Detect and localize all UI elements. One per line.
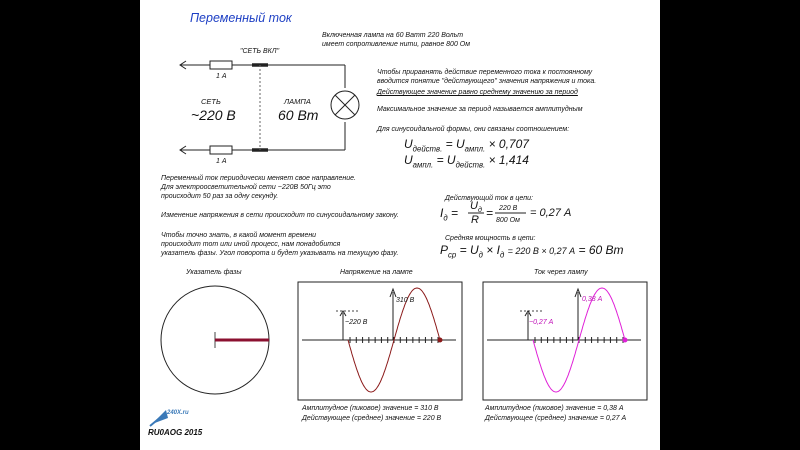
source-label: СЕТЬ <box>201 97 221 106</box>
lamp-label: ЛАМПА <box>284 97 311 106</box>
explanation-rms-intro: Чтобы приравнять действие переменного тока к постоянному вводится понятие "действующего" значения напряжения и тока. <box>377 69 597 85</box>
formula-rms: $U_{действ.} = U_{ампл.} \times 0,707$ <box>404 137 529 154</box>
fuse-bottom-icon <box>210 146 232 154</box>
current-formula-result: = 0,27 А <box>530 207 572 219</box>
current-formula-heading: Действующий ток в цепи: <box>445 195 533 202</box>
explanation-sine-law: Изменение напряжения в сети происходит по синусоидальному закону. <box>161 212 399 219</box>
fuse-top-icon <box>210 61 232 69</box>
current-formula-denominator-value: 800 Ом <box>496 217 520 224</box>
voltage-amplitude-caption: Амплитудное (пиковое) значение = 310 В <box>302 405 439 412</box>
current-rms-label: ~0,27 А <box>529 319 554 326</box>
author-credit: RU0AOG 2015 <box>148 428 203 437</box>
network-switch-label: "СЕТЬ ВКЛ" <box>240 48 280 55</box>
source-value: ~220 В <box>191 107 236 123</box>
current-formula-numerator-value: 220 В <box>499 205 518 212</box>
phase-indicator-label: Указатель фазы <box>186 269 242 276</box>
current-formula-lhs: $I_д$ = <box>440 206 458 223</box>
site-logo-icon <box>150 410 168 426</box>
fuse-bottom-label: 1 А <box>216 158 227 165</box>
explanation-amplitude: Максимальное значение за период называется амплитудным <box>377 106 583 113</box>
fuse-top-label: 1 А <box>216 73 227 80</box>
explanation-alternating: Переменный ток периодически меняет свое направление. Для электроосветительной сети ~220В 50Гц это происходит 50 раз за одну секунду. <box>161 175 356 200</box>
current-phase-dot <box>623 338 628 343</box>
voltage-phase-dot <box>438 338 443 343</box>
power-formula-heading: Средняя мощность в цепи: <box>445 235 536 242</box>
formula-amplitude: $U_{ампл.} = U_{действ.} \times 1,414$ <box>404 153 529 170</box>
voltage-rms-label: ~220 В <box>345 319 368 326</box>
voltage-rms-caption: Действующее (среднее) значение = 220 В <box>302 415 442 422</box>
current-formula-denominator: R <box>471 214 479 226</box>
explanation-rms-definition: Действующее значение равно среднему значению за период <box>377 89 578 96</box>
current-formula-equals: = <box>486 206 494 220</box>
current-rms-caption: Действующее (среднее) значение = 0,27 А <box>485 415 627 422</box>
voltage-panel-label: Напряжение на лампе <box>340 269 413 276</box>
current-amplitude-caption: Амплитудное (пиковое) значение = 0,38 А <box>485 405 624 412</box>
current-panel <box>483 282 647 400</box>
power-formula: $P_{ср} = U_д \times I_д = 220$ В × 0,27 А = 60 Вт <box>440 243 624 260</box>
explanation-sinusoid: Для синусоидальной формы, они связаны соотношением: <box>377 126 570 133</box>
page-title: Переменный ток <box>190 11 292 25</box>
explanation-phase: Чтобы точно знать, в какой момент времени происходит тот или иной процесс, нам понадобится указатель фазы. Угол поворота и будет указывать на текущую фазу. <box>161 232 399 257</box>
current-formula-numerator: $U_д$ <box>470 200 482 215</box>
voltage-peak-label: 310 В <box>396 297 415 304</box>
lamp-note: Включенная лампа на 60 Ватт 220 Вольт имеет сопротивление нити, равное 800 Ом <box>322 32 471 48</box>
lamp-value: 60 Вт <box>278 107 319 123</box>
current-panel-label: Ток через лампу <box>534 269 588 276</box>
site-logo-text: 240X.ru <box>167 410 189 416</box>
current-peak-label: 0,38 А <box>582 296 603 303</box>
voltage-panel <box>298 282 462 400</box>
phase-indicator <box>161 286 269 394</box>
slide <box>140 0 660 450</box>
